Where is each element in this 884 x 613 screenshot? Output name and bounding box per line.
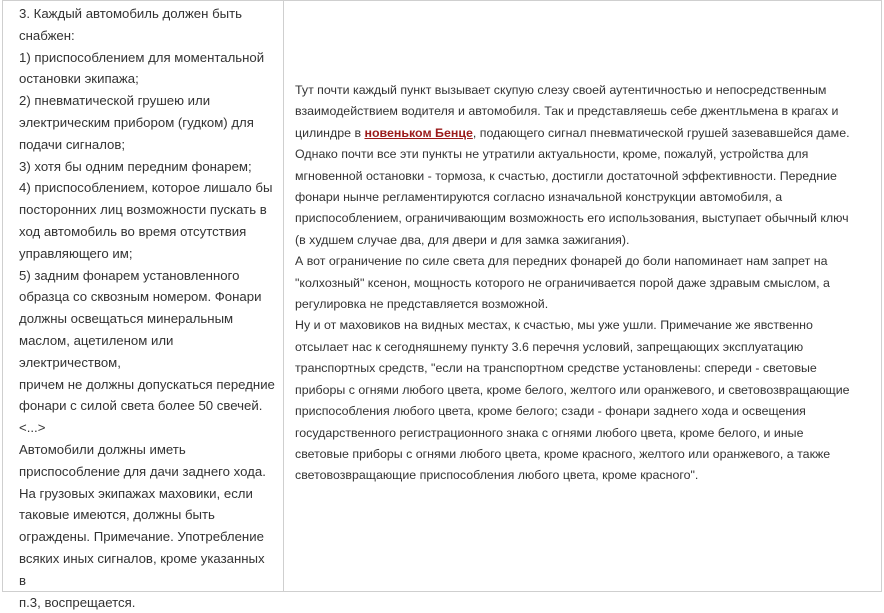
content-table <box>2 0 882 610</box>
text-line: фонари с силой света более 50 свечей. <box>19 398 263 414</box>
text-line: На грузовых экипажах маховики, если <box>19 485 253 501</box>
text-line: п.3, воспрещается. <box>19 594 136 610</box>
text-line: снабжен: <box>19 27 75 43</box>
text-line: 1) приспособлением для моментальной <box>19 49 265 65</box>
text-line: фонари нынче регламентируются согласно изначальной конструкции автомобиля, а <box>295 190 783 205</box>
text-line: приборы с огнями любого цвета, кроме белого, желтого или оранжевого, и световозвращающие <box>295 382 850 397</box>
text-line: 5) задним фонарем установленного <box>19 267 240 283</box>
text-line: ограждены. Примечание. Употребление <box>19 529 264 545</box>
right-cell-commentary <box>284 1 881 591</box>
text-line: взаимодействием водителя и автомобиля. Так и представляешь себе джентльмена в крагах и <box>295 104 839 119</box>
text-line: "колхозный" ксенон, мощность которого не ограничивается порой даже здравым смыслом, а <box>295 275 830 290</box>
text-line: ход автомобиль во время отсутствия <box>19 223 247 239</box>
text-line: управляющего им; <box>19 245 133 261</box>
text-line: электрическим прибором (гудком) для <box>19 114 254 130</box>
text-line: 2) пневматической грушею или <box>19 93 211 109</box>
text-line: посторонних лиц возможности пускать в <box>19 202 267 218</box>
left-cell-regulation-text <box>3 1 284 610</box>
text-line <box>295 123 871 144</box>
text-line: транспортных средств, "если на транспортном средстве установлены: спереди - световые <box>295 361 817 376</box>
text-fragment: , подающего сигнал пневматической грушей зазевавшейся даме. <box>472 125 850 140</box>
text-line: Автомобили должны иметь <box>19 441 186 457</box>
text-line: подачи сигналов; <box>19 136 126 152</box>
text-line: всяких иных сигналов, кроме указанных в <box>19 550 265 588</box>
text-line: маслом, ацетиленом или электричеством, <box>19 332 174 370</box>
text-line: приспособления любого цвета, кроме белого; сзади - фонари заднего хода и освещения <box>295 404 806 419</box>
text-line: Однако почти все эти пункты не утратили актуальности, кроме, пожалуй, устройства для <box>295 147 809 162</box>
text-line: должны освещаться минеральным <box>19 311 234 327</box>
text-line: А вот ограничение по силе света для передних фонарей до боли напоминает нам запрет на <box>295 254 828 269</box>
text-line: 4) приспособлением, которое лишало бы <box>19 180 273 196</box>
text-line: образца со сквозным номером. Фонари <box>19 289 262 305</box>
text-line: остановки экипажа; <box>19 71 139 87</box>
text-line: Тут почти каждый пункт вызывает скупую слезу своей аутентичностью и непосредственным <box>295 83 827 97</box>
text-line: приспособлением, ограничивающим возможность его использования, выступает обычный ключ <box>295 211 849 226</box>
text-line: приспособление для дачи заднего хода. <box>19 463 266 479</box>
text-line: отсылает нас к сегодняшнему пункту 3.6 перечня условий, запрещающих эксплуатацию <box>295 339 804 354</box>
text-line: <...> <box>19 420 46 436</box>
text-line: государственного регистрационного знака с огнями любого цвета, кроме белого, и иные <box>295 425 804 440</box>
text-line: световые приборы с огнями любого цвета, кроме красного, желтого или оранжевого, а также <box>295 446 831 461</box>
text-fragment: цилиндре в <box>295 125 365 140</box>
text-line: (в худшем случае два, для двери и для замка зажигания). <box>295 232 630 247</box>
text-line: Ну и от маховиков на видных местах, к счастью, мы уже ушли. Примечание же явственно <box>295 318 813 333</box>
text-line: 3) хотя бы одним передним фонарем; <box>19 158 252 174</box>
text-line: причем не должны допускаться передние <box>19 376 275 392</box>
text-line: световозвращающие приспособления любого цвета, кроме красного". <box>295 468 699 483</box>
benz-link[interactable]: новеньком Бенце <box>364 125 473 140</box>
text-line: таковые имеются, должны быть <box>19 507 215 523</box>
text-line: регулировка не представляется возможной. <box>295 297 549 312</box>
text-line: 3. Каждый автомобиль должен быть <box>19 6 243 21</box>
text-line: мгновенной остановки - тормоза, к счастью, достигли достаточной эффективности. Передние <box>295 168 837 183</box>
